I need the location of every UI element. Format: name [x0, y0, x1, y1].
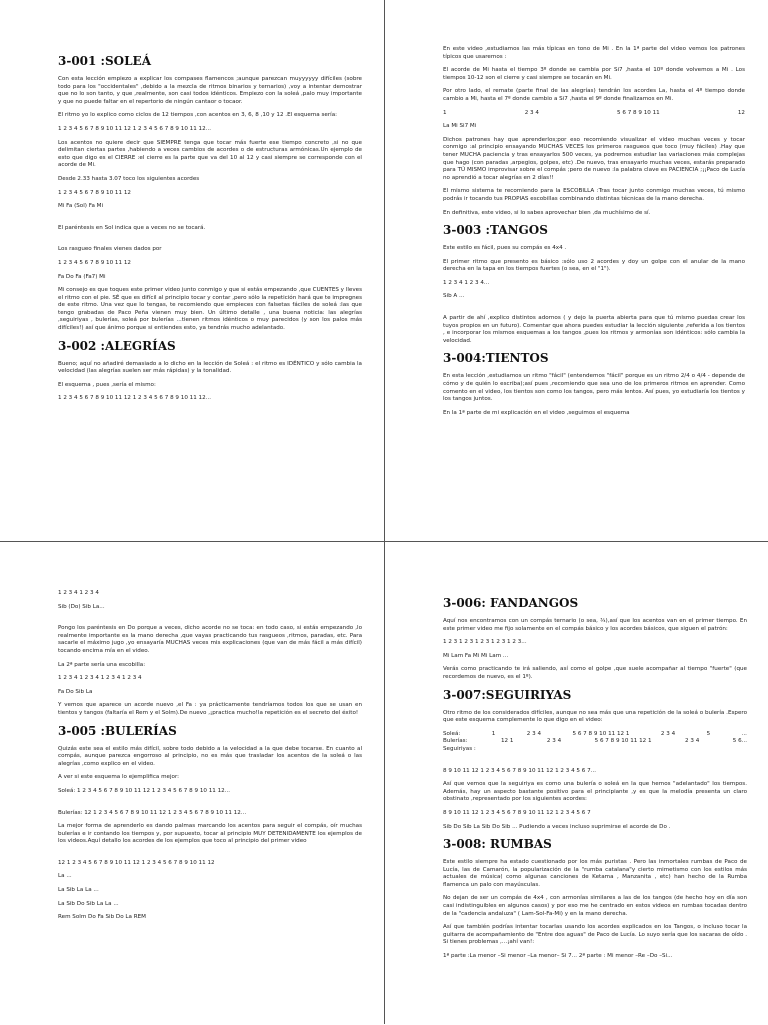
- beat-group: 2 3 4: [524, 109, 539, 116]
- paragraph: Así que también podrías intentar tocarlas usando los acordes explicados en los Tangos, o incluso tocar la guitarra de acompañamiento de "Entre dos aguas" de Paco de Lucía. Lo suyo sería que los sacaras de oído . Si tienes problemas ,...¡ahí van!:: [443, 924, 747, 946]
- chord-line: Fa Do Sib La: [58, 688, 93, 695]
- heading-tientos: 3-004:TIENTOS: [443, 351, 549, 366]
- paragraph: El paréntesis en Sol indica que a veces no se tocará.: [58, 224, 206, 231]
- paragraph: Este estilo es fácil, pues su compás es 4x4 .: [443, 245, 567, 252]
- rhythm-pattern: 12 1 2 3 4 5 6 7 8 9 10 11 12 1 2 3 4 5 6 7 8 9 10 11 12: [58, 859, 215, 866]
- paragraph: El esquema , pues ,sería el mismo:: [58, 381, 156, 388]
- paragraph: Con esta lección empiezo a explicar los compases flamencos ;aunque parezcan muyyyyyy difíciles (sobre todo para los "occidentales" ,debido a la mezcla de ritmos binarios y ternarios) ,voy a intentar demostrar que no lo son tanto, y que ,realmente, son casi todos idénticos. Empiezo con la soleá ,palo muy importante y que no puede faltar en el repertorio de ningún cantaor o tocaor.: [58, 76, 362, 105]
- paragraph: El primer ritmo que presento es básico :sólo uso 2 acordes y doy un golpe con el anular de la mano derecha en la tapa en los tiempos fuertes (o sea, en el "1").: [443, 258, 745, 273]
- rhythm-pattern: 1 2 3 4 5 6 7 8 9 10 11 12: [58, 259, 131, 266]
- paragraph: Este estilo siempre ha estado cuestionado por los más puristas . Pero las inmortales rumbas de Paco de Lucía, las de Camarón, la popularización de la "rumba catalana"y cierto mimetismo con los estilos más actuales de música( como algunas canciones de Ketama , Manzanita , etc) han hecho de la Rumba flamenca un palo con mayúsculas.: [443, 859, 747, 888]
- heading-seguiriyas: 3-007:SEGUIRIYAS: [443, 687, 572, 702]
- rhythm-pattern: 1 2 3 1 2 3 1 2 3 1 2 3 1 2 3...: [443, 639, 527, 646]
- paragraph: Otro ritmo de los considerados difíciles, aunque no sea más que una repetición de la soleá o bulería .Espero que este esquema complemente lo que digo en el video:: [443, 709, 747, 724]
- comparison-row-solea: [443, 731, 747, 739]
- paragraph: Mi consejo es que toques este primer video junto conmigo y que si estás empezando ,que CUENTES y lleves el ritmo con el pie. SÉ que es difícil al principio tocar y contar ,pero sólo la repetición hará que te impregnes de este ritmo. Una vez que lo tengas, te recomiendo que empieces con falsetas fáciles de soleá :las que tengo grabadas de Paco Peña vienen muy bien. Un último detalle , una buena noticia: las alegrías ,seguiriyas , bulerías, soleá por bulerías ...tienen ritmos idénticos o muy parecidos (y son los palos más difíciles!) así que ánimo porque si entiendes esto, ya tendrás mucho adelantado.: [58, 287, 362, 332]
- paragraph: En definitiva, este video, si lo sabes aprovechar bien ,da muchísimo de sí.: [443, 209, 651, 216]
- paragraph: Aquí nos encontramos con un compás ternario (o sea, ¾),así que los acentos van en el primer tiempo. En este primer video me fijo solamente en el compás básico y los acordes básicos, que siguen el patrón:: [443, 618, 747, 632]
- paragraph: Por otro lado, el remate (parte final de las alegrías) tendrán los acordes La, hasta el 4º tiempo donde cambio a Mi, hasta el 7º donde cambio a Si7 ,hasta el 9º donde finalizamos en Mi.: [443, 88, 745, 102]
- chord-line: La Mi Si7 Mi: [443, 123, 477, 130]
- paragraph: En la 1ª parte de mi explicación en el video ,seguimos el esquema: [443, 409, 630, 416]
- paragraph: En este video ,estudiamos las más típicas en tono de Mi . En la 1ª parte del video vemos los patrones típicos que usaremos :: [443, 46, 745, 60]
- paragraph: Dichos patrones hay que aprenderlos;por eso recomiendo visualizar el video muchas veces y tocar conmigo :al principio ensayando MUCHAS VECES los primeros rasgueos que toco (muy fáciles) .Hay que tener MUCHA paciencia y tras ensayarlos 500 veces, ya podremos estudiar las variaciones más complejas que hago (con paradas ,arpegios, golpes, etc) .De nuevo, tras ensayarlo muchas veces, estarás preparado para TÚ MISMO improvisar sobre el compás ;pero de nuevo :la palabra clave es PACIENCIA ;¡¡Paco de Lucía no aprendió a tocar alegrías en 2 días!!: [443, 136, 745, 181]
- paragraph: Los acentos no quiere decir que SIEMPRE tenga que tocar más fuerte ese tiempo concreto ,si no que delimitan ciertas partes ,habiendo a veces cambios de acordes o de estructuras armónicas.Un ejemplo de esto que digo es el CIERRE :el cierre es la parte que va del 10 al 12 y casi siempre se corresponde con el acorde de Mi.: [58, 139, 362, 169]
- paragraph: El ritmo yo lo explico como ciclos de 12 tiempos ,con acentos en 3, 6, 8 ,10 y 12 .El esquema sería:: [58, 112, 338, 119]
- beat-group: 2 3 4: [526, 730, 542, 737]
- chord-line: Sib Do Sib La Sib Do Sib ... Pudiendo a veces incluso suprimirse el acorde de Do .: [443, 823, 671, 830]
- paragraph: En esta lección ,estudiamos un ritmo "fácil" (entendemos "fácil" porque es un ritmo 2/4 o 4/4 - depende de cómo y de quién lo escriba);así pues ,recomiendo que sea uno de los primeros ritmos en aprender. Como comento en el video, los tientos son como los tangos, pero más lentos. Así pues, yo estudiaría los tientos y los tangos juntos.: [443, 373, 745, 403]
- page-1: [0, 0, 384, 541]
- row-label: Soleá:: [443, 730, 461, 737]
- paragraph: El mismo sistema te recomiendo para la ESCOBILLA :Tras tocar junto conmigo muchas veces, tú mismo podrás ir tocando tus PROPIAS escobillas combinando distintas técnicas de la mano derecha.: [443, 188, 745, 202]
- comparison-row-bulerias: [443, 738, 747, 746]
- rhythm-pattern: 1 2 3 4 5 6 7 8 9 10 11 12 1 2 3 4 5 6 7 8 9 10 11 12...: [58, 395, 211, 402]
- rhythm-pattern: 1 2 3 4 1 2 3 4...: [443, 279, 490, 286]
- rhythm-pattern: 1 2 3 4 5 6 7 8 9 10 11 12 1 2 3 4 5 6 7 8 9 10 11 12...: [58, 125, 211, 132]
- rhythm-pattern: 8 9 10 11 12 1 2 3 4 5 6 7 8 9 10 11 12 1 2 3 4 5 6 7: [443, 809, 591, 816]
- beat-group: 5: [706, 730, 711, 737]
- beat-group: 1: [443, 109, 447, 116]
- beat-group: 1: [491, 730, 496, 737]
- chord-line: Mi Fa (Sol) Fa Mi: [58, 203, 104, 210]
- beat-group: 5 6 7 8 9 10 11 12 1: [572, 730, 630, 737]
- paragraph: Y vemos que aparece un acorde nuevo ,el Fa : ya prácticamente tendríamos todos los que se usan en tientos y tangos (faltaría el Rem y el Solm).De nuevo ,¡practica mucho!la repetición es el secreto del éxito!: [58, 702, 362, 716]
- chord-line: La Sib Do Sib La La ...: [58, 900, 119, 907]
- heading-rumbas: 3-008: RUMBAS: [443, 837, 552, 852]
- heading-tangos: 3-003 :TANGOS: [443, 223, 548, 238]
- chord-line: La Sib La La ...: [58, 887, 99, 894]
- beat-group: ...: [741, 730, 747, 737]
- paragraph: A ver si este esquema lo ejemplifica mejor:: [58, 774, 180, 781]
- rhythm-pattern: 8 9 10 11 12 1 2 3 4 5 6 7 8 9 10 11 12 1 2 3 4 5 6 7...: [443, 767, 596, 774]
- beat-group: 5 6...: [732, 738, 747, 745]
- paragraph: No dejan de ser un compás de 4x4 , con armonías similares a las de los tangos (de hecho hoy en día son casi indistinguibles en algunos casos) y por eso me he centrado en estos videos en rumbas tocadas dentro de la "cadencia andaluza" ( Lam-Sol-Fa-Mi) y en la mano derecha.: [443, 895, 747, 917]
- heading-alegrias: 3-002 :ALEGRÍAS: [58, 338, 176, 353]
- paragraph: Quizás este sea el estilo más difícil, sobre todo debido a la velocidad a la que debe tocarse. En cuanto al compás, aunque parezca engorroso al principio, no es más que trasladar los acentos de la soleá o las alegrías ,como explico en el video.: [58, 745, 362, 767]
- rhythm-row: [443, 110, 745, 118]
- chord-line: 1ª parte :La menor –Si menor –La menor– Si 7... 2ª parte : Mi menor –Re –Do –Si...: [443, 953, 673, 960]
- rhythm-pattern: Bulerías: 12 1 2 3 4 5 6 7 8 9 10 11 12 1 2 3 4 5 6 7 8 9 10 11 12...: [58, 809, 247, 816]
- paragraph: Pongo los paréntesis en Do porque a veces, dicho acorde no se toca: en todo caso, si estás empezando ,lo realmente importante es la mano derecha ,que vayas practicando tus rasgueos ,ritmos, paradas, etc. Para sacarle el máximo jugo ,yo ensayaría MUCHAS veces mis explicaciones (que van de más fácil a más difícil) tocando encima mía en el video.: [58, 625, 362, 654]
- heading-bulerias: 3-005 :BULERÍAS: [58, 723, 177, 738]
- heading-solea: 3-001 :SOLEÁ: [58, 54, 151, 68]
- rhythm-pattern: 1 2 3 4 1 2 3 4 1 2 3 4 1 2 3 4: [58, 675, 142, 682]
- chord-line: Sib (Do) Sib La...: [58, 603, 105, 610]
- beat-group: 2 3 4: [660, 730, 676, 737]
- page-2: [385, 0, 768, 541]
- heading-fandangos: 3-006: FANDANGOS: [443, 596, 579, 610]
- chord-line: Rem Solm Do Fa Sib Do La REM: [58, 914, 146, 921]
- rhythm-pattern: 1 2 3 4 1 2 3 4: [58, 590, 99, 596]
- paragraph: Así que vemos que la seguiriya es como una bulería o soleá en la que hemos "adelantado" los tiempos. Además, hay un aspecto bastante positivo para el principiante ,y es que la melodía presenta un claro obstinato ,representado por los siguientes acordes:: [443, 781, 747, 803]
- rhythm-pattern: Soleá: 1 2 3 4 5 6 7 8 9 10 11 12 1 2 3 4 5 6 7 8 9 10 11 12...: [58, 787, 231, 794]
- rhythm-pattern: 1 2 3 4 5 6 7 8 9 10 11 12: [58, 189, 131, 196]
- paragraph: A partir de ahí ,explico distintos adornos ( y dejo la puerta abierta para que tú mismo puedas crear los tuyos propios en un futuro). Comentar que ahora puedes estudiar la lección siguiente ,referida a los tientos , e incorporar los mismos esquemas a los tangos ,pues los ritmos y armonías son idénticos: sólo cambia la velocidad.: [443, 315, 745, 344]
- paragraph: La mejor forma de aprenderlo es dando palmas marcando los acentos para seguir el compás, oír muchas bulerías e ir contando los tiempos y, por supuesto, tocar al principio MUY DETENIDAMENTE los ejemplos de los videos.Aquí detallo los acordes de los ejemplos que toco al principio del primer video: [58, 823, 362, 845]
- row-label: Seguiriyas :: [443, 745, 476, 752]
- chord-line: Sib A ...: [443, 293, 465, 300]
- paragraph: Desde 2.33 hasta 3.07 toco los siguientes acordes: [58, 175, 200, 182]
- paragraph: Los rasgueo finales vienes dados por: [58, 246, 162, 253]
- beat-group: 12 1: [500, 738, 514, 745]
- beat-group: 5 6 7 8 9 10 11: [617, 109, 660, 116]
- beat-group: 5 6 7 8 9 10 11 12 1: [594, 738, 652, 745]
- beat-group: 2 3 4: [546, 738, 562, 745]
- beat-group: 2 3 4: [685, 738, 700, 745]
- paragraph: Bueno; aquí no añadiré demasiado a lo dicho en la lección de Soleá : el ritmo es IDÉNTICO y sólo cambia la velocidad (las alegrías suelen ser más rápidas) y la tonalidad.: [58, 360, 362, 375]
- paragraph: Verás como practicando te irá saliendo, así como el golpe ,que suele acompañar al tiempo "fuerte" (que recordemos de nuevo, es el 1º).: [443, 666, 747, 680]
- row-label: Bulerías:: [443, 738, 468, 745]
- chord-line: La ...: [58, 873, 72, 880]
- beat-group: 12: [737, 109, 745, 116]
- paragraph: La 2ª parte sería una escobilla:: [58, 661, 146, 668]
- page-4: [385, 542, 768, 1025]
- paragraph: El acorde de Mi hasta el tiempo 3º donde se cambia por Si7 ,hasta el 10º donde volvemos a Mi . Los tiempos 10-12 son el cierre y casi siempre se tocarán en Mi.: [443, 67, 745, 81]
- chord-line: Fa Do Fa (Fa7) Mi: [58, 273, 106, 280]
- chord-line: Mi Lam Fa Mi Mi Lam ...: [443, 652, 509, 659]
- page-3: [0, 542, 384, 1025]
